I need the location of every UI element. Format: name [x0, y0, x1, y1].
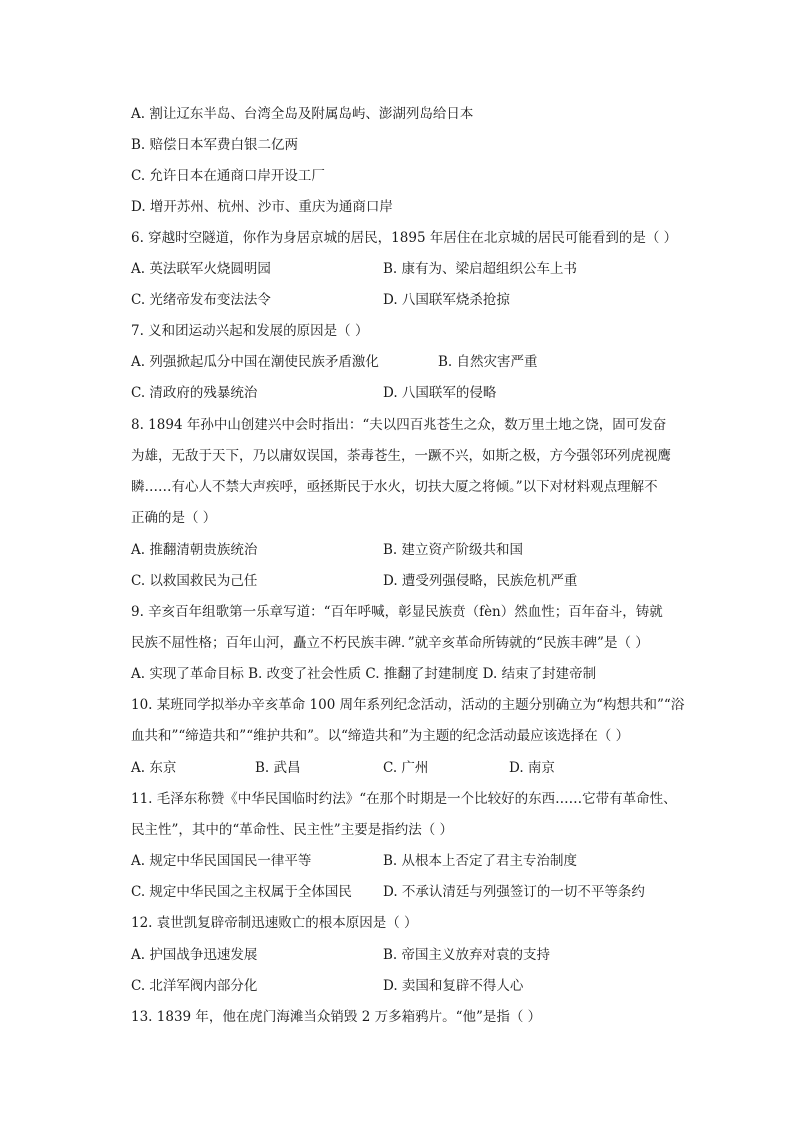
q6-option-d: D. 八国联军烧杀抢掠 [383, 292, 510, 308]
q10-option-a: A. 东京 [131, 760, 177, 776]
q10-stem-line: 10. 某班同学拟举办辛亥革命 100 周年系列纪念活动，活动的主题分别确立为“构想共和”“浴 [131, 697, 685, 713]
q10-option-c: C. 广州 [383, 760, 429, 776]
q7-option-a: A. 列强掀起瓜分中国在潮使民族矛盾激化 [131, 354, 379, 370]
q5-option-c: C. 允许日本在通商口岸开设工厂 [131, 168, 325, 184]
q5-option-d: D. 增开苏州、杭州、沙市、重庆为通商口岸 [131, 199, 393, 215]
q6-option-b: B. 康有为、梁启超组织公车上书 [383, 261, 578, 277]
q7-option-c: C. 清政府的残暴统治 [131, 385, 258, 401]
q8-stem-line: 瞵……有心人不禁大声疾呼，亟拯斯民于水火，切扶大厦之将倾。”以下对材料观点理解不 [131, 479, 658, 495]
q8-stem-line: 正确的是（ ） [131, 510, 217, 526]
q9-options: A. 实现了革命目标 B. 改变了社会性质 C. 推翻了封建制度 D. 结束了封建帝制 [131, 666, 597, 682]
q11-option-c: C. 规定中华民国之主权属于全体国民 [131, 884, 352, 900]
q6-stem: 6. 穿越时空隧道，你作为身居京城的居民，1895 年居住在北京城的居民可能看到的是（ ） [131, 230, 678, 246]
q5-option-b: B. 赔偿日本军费白银二亿两 [131, 137, 299, 153]
q9-stem-line: 9. 辛亥百年组歌第一乐章写道：“百年呼喊，彰显民族贲（fèn）然血性；百年奋斗，铸就 [131, 604, 663, 620]
q6-option-a: A. 英法联军火烧圆明园 [131, 261, 271, 277]
q5-option-a: A. 割让辽东半岛、台湾全岛及附属岛屿、澎湖列岛给日本 [131, 106, 474, 122]
q13-stem: 13. 1839 年，他在虎门海滩当众销毁 2 万多箱鸦片。“他”是指（ ） [131, 1009, 542, 1025]
q12-option-c: C. 北洋军阀内部分化 [131, 978, 258, 994]
q11-stem-line: 民主性”，其中的“革命性、民主性”主要是指约法（ ） [131, 822, 453, 838]
q8-option-a: A. 推翻清朝贵族统治 [131, 542, 258, 558]
q12-option-a: A. 护国战争迅速发展 [131, 947, 258, 963]
q12-option-b: B. 帝国主义放弃对袁的支持 [383, 947, 551, 963]
q11-stem-line: 11. 毛泽东称赞《中华民国临时约法》“在那个时期是一个比较好的东西……它带有革命性、 [131, 791, 677, 807]
q12-stem: 12. 袁世凯复辟帝制迅速败亡的根本原因是（ ） [131, 915, 418, 931]
q8-option-b: B. 建立资产阶级共和国 [383, 542, 524, 558]
q8-stem-line: 8. 1894 年孙中山创建兴中会时指出：“夫以四百兆苍生之众，数万里土地之饶，固可发奋 [131, 417, 667, 433]
q9-stem-line: 民族不屈性格；百年山河，矗立不朽民族丰碑．”就辛亥革命所铸就的“民族丰碑”是（ ） [131, 635, 649, 651]
q10-option-b: B. 武昌 [255, 760, 301, 776]
q11-option-a: A. 规定中华民国国民一律平等 [131, 853, 312, 869]
q10-option-d: D. 南京 [509, 760, 555, 776]
q10-stem-line: 血共和”“缔造共和”“维护共和”。以“缔造共和”为主题的纪念活动最应该选择在（ ） [131, 728, 630, 744]
q7-stem: 7. 义和团运动兴起和发展的原因是（ ） [131, 323, 369, 339]
q12-option-d: D. 卖国和复辟不得人心 [383, 978, 524, 994]
q11-option-b: B. 从根本上否定了君主专治制度 [383, 853, 578, 869]
q7-option-b: B. 自然灾害严重 [438, 354, 538, 370]
q7-option-d: D. 八国联军的侵略 [383, 385, 497, 401]
q8-option-c: C. 以救国救民为己任 [131, 573, 258, 589]
q11-option-d: D. 不承认清廷与列强签订的一切不平等条约 [383, 884, 645, 900]
q8-option-d: D. 遭受列强侵略，民族危机严重 [383, 573, 578, 589]
q8-stem-line: 为雄，无敌于天下，乃以庸奴误国，荼毒苍生，一蹶不兴，如斯之极，方今强邻环列虎视鹰 [131, 448, 671, 464]
q6-option-c: C. 光绪帝发布变法法令 [131, 292, 271, 308]
